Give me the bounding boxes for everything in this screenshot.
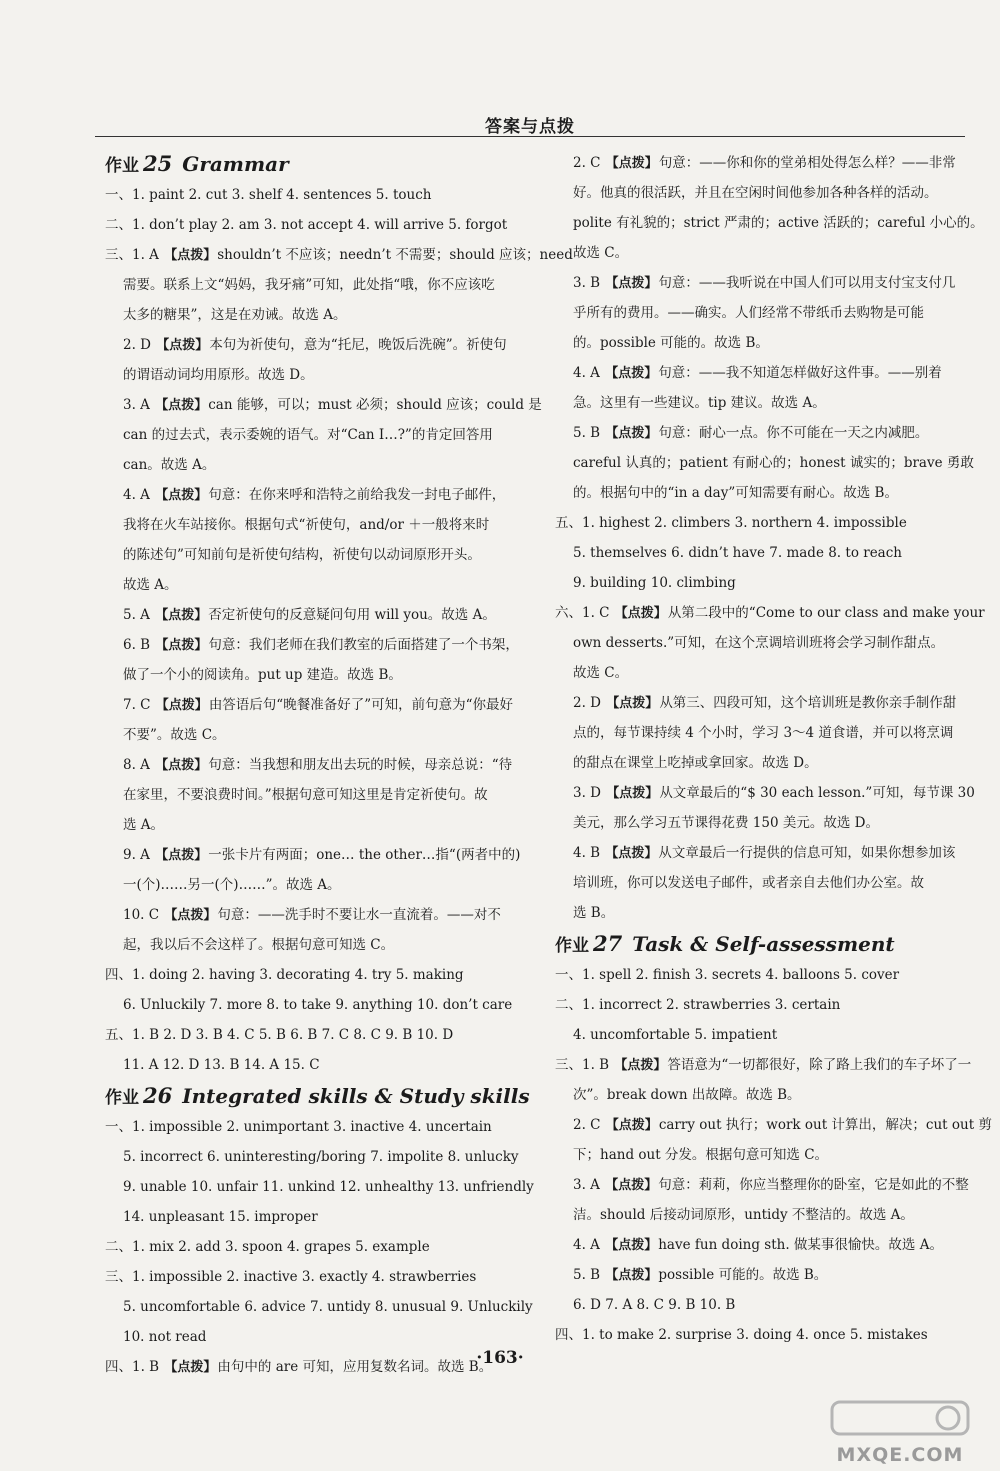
answer-line: 四、1. doing 2. having 3. decorating 4. try 5. making	[105, 967, 464, 983]
page-header	[95, 112, 965, 137]
hint-text: shouldn’t 不应该；needn’t 不需要；should 应该；need	[217, 247, 573, 263]
hint-text: 否定祈使句的反意疑问句用 will you。故选 A。	[208, 607, 496, 623]
answer-line	[555, 358, 973, 388]
answer-line	[105, 630, 521, 660]
answer-line	[105, 900, 521, 930]
hint-tag: 【点拨】	[164, 908, 217, 923]
answer-line	[105, 390, 542, 420]
answer-line: 不要”。故选 C。	[123, 727, 226, 743]
answer-line	[105, 600, 521, 630]
answer-key: 三、1. B	[555, 1057, 614, 1073]
answer-line: 14. unpleasant 15. improper	[123, 1209, 318, 1225]
answer-line: 四、1. to make 2. surprise 3. doing 4. once 5. mistakes	[555, 1327, 928, 1343]
answer-key: 5. B	[573, 1267, 605, 1283]
answer-line: 的谓语动词均用原形。故选 D。	[123, 367, 314, 383]
hint-tag: 【点拨】	[164, 248, 217, 263]
section-title	[105, 148, 521, 180]
hint-text: carry out 执行；work out 计算出，解决；cut out 剪	[658, 1117, 992, 1133]
answer-line: 好。他真的很活跃，并且在空闲时间他参加各种各样的活动。	[573, 185, 938, 201]
answer-line	[555, 778, 973, 808]
answer-line: 急。这里有一些建议。tip 建议。故选 A。	[573, 395, 826, 411]
answer-line: 11. A 12. D 13. B 14. A 15. C	[123, 1057, 320, 1073]
section-title-zy: 作业	[105, 156, 139, 176]
answer-key: 4. A	[573, 365, 605, 381]
hint-tag: 【点拨】	[605, 1118, 658, 1133]
answer-line	[555, 1260, 973, 1290]
answer-key: 2. D	[123, 337, 156, 353]
section-title	[555, 928, 973, 960]
hint-text: possible 可能的。故选 B。	[658, 1267, 828, 1283]
answer-line	[555, 1230, 973, 1260]
answer-line: 乎所有的费用。——确实。人们经常不带纸币去购物是可能	[573, 305, 924, 321]
hint-text: 句意：我们老师在我们教室的后面搭建了一个书架，	[208, 637, 519, 653]
answer-line	[555, 418, 973, 448]
answer-line: 下；hand out 分发。根据句意可知选 C。	[573, 1147, 829, 1163]
answer-line: 培训班，你可以发送电子邮件，或者亲自去他们办公室。故	[573, 875, 924, 891]
answer-line: 6. D 7. A 8. C 9. B 10. B	[573, 1297, 736, 1313]
hint-text: 句意：在你来呼和浩特之前给我发一封电子邮件，	[208, 487, 506, 503]
answer-line	[105, 240, 573, 270]
hint-tag: 【点拨】	[605, 426, 658, 441]
hint-text: 本句为祈使句，意为“托尼，晚饭后洗碗”。祈使句	[209, 337, 507, 353]
answer-line: 选 B。	[573, 905, 615, 921]
hint-tag: 【点拨】	[156, 338, 209, 353]
hint-text: 句意：——我听说在中国人们可以用支付宝支付几	[658, 275, 956, 291]
answer-line: 5. incorrect 6. uninteresting/boring 7. impolite 8. unlucky	[123, 1149, 519, 1165]
hint-tag: 【点拨】	[155, 488, 208, 503]
right-column	[555, 148, 992, 1350]
hint-text: 句意：——洗手时不要让水一直流着。——对不	[217, 907, 501, 923]
hint-text: 句意：耐心一点。你不可能在一天之内减肥。	[658, 425, 929, 441]
answer-line: 我将在火车站接你。根据句式“祈使句，and/or ＋一般将来时	[123, 517, 490, 533]
answer-line	[105, 690, 521, 720]
answer-line	[555, 688, 973, 718]
answer-line: 的。possible 可能的。故选 B。	[573, 335, 769, 351]
answer-line: 需要。联系上文“妈妈，我牙痛”可知，此处指“哦，你不应该吃	[123, 277, 495, 293]
answer-key: 六、1. C	[555, 605, 614, 621]
answer-line: 的。根据句中的“in a day”可知需要有耐心。故选 B。	[573, 485, 898, 501]
answer-line	[555, 1170, 973, 1200]
header-title: 答案与点拨	[485, 117, 575, 137]
hint-text: 答语意为“一切都很好，除了路上我们的车子坏了一	[667, 1057, 972, 1073]
hint-text: 由句中的 are 可知，应用复数名词。故选 B。	[217, 1359, 493, 1375]
answer-line: 6. Unluckily 7. more 8. to take 9. anything 10. don’t care	[123, 997, 513, 1013]
answer-line: 二、1. mix 2. add 3. spoon 4. grapes 5. example	[105, 1239, 430, 1255]
answer-line: 10. not read	[123, 1329, 207, 1345]
answer-line	[105, 330, 521, 360]
answer-line: 一、1. impossible 2. unimportant 3. inactive 4. uncertain	[105, 1119, 492, 1135]
section-title-num: 25	[143, 151, 173, 176]
answer-key: 3. A	[573, 1177, 605, 1193]
hint-text: 句意：——我不知道怎样做好这件事。——别着	[658, 365, 942, 381]
answer-line	[105, 840, 521, 870]
answer-key: 5. A	[123, 607, 155, 623]
answer-line: 太多的糖果”，这是在劝诫。故选 A。	[123, 307, 347, 323]
answer-line: can。故选 A。	[123, 457, 216, 473]
answer-line: 五、1. B 2. D 3. B 4. C 5. B 6. B 7. C 8. C 9. B 10. D	[105, 1027, 454, 1043]
answer-key: 2. D	[573, 695, 606, 711]
hint-text: have fun doing sth. 做某事很愉快。故选 A。	[658, 1237, 943, 1253]
answer-line: 故选 C。	[573, 665, 629, 681]
hint-tag: 【点拨】	[605, 276, 658, 291]
hint-tag: 【点拨】	[155, 758, 208, 773]
hint-tag: 【点拨】	[605, 366, 658, 381]
answer-line	[555, 1110, 992, 1140]
hint-tag: 【点拨】	[155, 638, 208, 653]
answer-key: 四、1. B	[105, 1359, 164, 1375]
answer-line: 故选 A。	[123, 577, 178, 593]
watermark-text: MXQE.COM	[836, 1444, 964, 1466]
answer-line: 5. themselves 6. didn’t have 7. made 8. to reach	[573, 545, 902, 561]
answer-line: 的陈述句”可知前句是祈使句结构，祈使句以动词原形开头。	[123, 547, 481, 563]
section-title-name: Task & Self-assessment	[632, 932, 895, 956]
answer-key: 5. B	[573, 425, 605, 441]
hint-tag: 【点拨】	[605, 846, 658, 861]
answer-line: 在家里，不要浪费时间。”根据句意可知这里是肯定祈使句。故	[123, 787, 488, 803]
hint-tag: 【点拨】	[605, 1268, 658, 1283]
section-title-name: Integrated skills & Study skills	[182, 1084, 530, 1108]
hint-text: 一张卡片有两面；one… the other…指“(两者中的)	[208, 847, 521, 863]
answer-line: 次”。break down 出故障。故选 B。	[573, 1087, 801, 1103]
hint-text: 从第二段中的“Come to our class and make your	[667, 605, 985, 621]
answer-key: 4. A	[573, 1237, 605, 1253]
hint-tag: 【点拨】	[605, 156, 658, 171]
answer-line	[105, 480, 521, 510]
answer-line: 点的，每节课持续 4 个小时，学习 3～4 道食谱，并可以将烹调	[573, 725, 954, 741]
answer-line: polite 有礼貌的；strict 严肃的；active 活跃的；careful 小心的。	[573, 215, 984, 231]
answer-key: 2. C	[573, 155, 605, 171]
answer-line	[555, 1050, 973, 1080]
section-title-num: 26	[143, 1083, 173, 1108]
answer-line: 一、1. spell 2. finish 3. secrets 4. balloons 5. cover	[555, 967, 900, 983]
hint-text: 句意：莉莉，你应当整理你的卧室，它是如此的不整	[658, 1177, 969, 1193]
hint-tag: 【点拨】	[164, 1360, 217, 1375]
answer-key: 3. D	[573, 785, 606, 801]
hint-tag: 【点拨】	[155, 398, 208, 413]
answer-line	[105, 750, 521, 780]
answer-line: 美元，那么学习五节课得花费 150 美元。故选 D。	[573, 815, 879, 831]
hint-text: 句意：——你和你的堂弟相处得怎么样？——非常	[658, 155, 956, 171]
answer-key: 4. A	[123, 487, 155, 503]
answer-line: careful 认真的；patient 有耐心的；honest 诚实的；brave 勇敢	[573, 455, 974, 471]
answer-line	[555, 838, 973, 868]
hint-tag: 【点拨】	[605, 1178, 658, 1193]
answer-key: 6. B	[123, 637, 155, 653]
watermark-logo	[810, 1398, 990, 1466]
answer-line: 9. building 10. climbing	[573, 575, 736, 591]
answer-key: 3. A	[123, 397, 155, 413]
answer-line: own desserts.”可知，在这个烹调培训班将会学习制作甜点。	[573, 635, 945, 651]
hint-tag: 【点拨】	[606, 696, 659, 711]
answer-key: 三、1. A	[105, 247, 164, 263]
answer-key: 9. A	[123, 847, 155, 863]
hint-tag: 【点拨】	[155, 608, 208, 623]
answer-line	[555, 598, 985, 628]
answer-line: 选 A。	[123, 817, 165, 833]
watermark-icon	[830, 1398, 970, 1438]
hint-text: can 能够，可以；must 必须；should 应该；could 是	[208, 397, 542, 413]
hint-text: 句意：当我想和朋友出去玩的时候，母亲总说：“待	[208, 757, 513, 773]
answer-line: 三、1. impossible 2. inactive 3. exactly 4. strawberries	[105, 1269, 477, 1285]
hint-tag: 【点拨】	[155, 848, 208, 863]
answer-line	[555, 148, 973, 178]
answer-line: 五、1. highest 2. climbers 3. northern 4. impossible	[555, 515, 907, 531]
section-title	[105, 1080, 530, 1112]
answer-line: 二、1. don’t play 2. am 3. not accept 4. will arrive 5. forgot	[105, 217, 508, 233]
answer-key: 2. C	[573, 1117, 605, 1133]
left-column	[105, 148, 573, 1382]
answer-line: 二、1. incorrect 2. strawberries 3. certain	[555, 997, 841, 1013]
answer-line: 故选 C。	[573, 245, 629, 261]
answer-key: 4. B	[573, 845, 605, 861]
answer-key: 7. C	[123, 697, 155, 713]
page-number: ·163·	[476, 1348, 524, 1368]
section-title-num: 27	[593, 931, 623, 956]
hint-text: 从文章最后一行提供的信息可知，如果你想参加该	[658, 845, 956, 861]
answer-key: 3. B	[573, 275, 605, 291]
hint-tag: 【点拨】	[614, 606, 667, 621]
hint-text: 从第三、四段可知，这个培训班是教你亲手制作甜	[659, 695, 957, 711]
answer-line: 5. uncomfortable 6. advice 7. untidy 8. unusual 9. Unluckily	[123, 1299, 533, 1315]
hint-tag: 【点拨】	[606, 786, 659, 801]
answer-key: 8. A	[123, 757, 155, 773]
answer-line: 洁。should 后接动词原形，untidy 不整洁的。故选 A。	[573, 1207, 914, 1223]
hint-tag: 【点拨】	[605, 1238, 658, 1253]
answer-line: 9. unable 10. unfair 11. unkind 12. unhealthy 13. unfriendly	[123, 1179, 534, 1195]
answer-line: 起，我以后不会这样了。根据句意可知选 C。	[123, 937, 395, 953]
answer-line: 一、1. paint 2. cut 3. shelf 4. sentences 5. touch	[105, 187, 432, 203]
hint-tag: 【点拨】	[614, 1058, 667, 1073]
section-title-zy: 作业	[555, 936, 589, 956]
section-title-name: Grammar	[182, 152, 289, 176]
answer-line: 4. uncomfortable 5. impatient	[573, 1027, 778, 1043]
answer-key: 10. C	[123, 907, 164, 923]
hint-tag: 【点拨】	[155, 698, 208, 713]
section-title-zy: 作业	[105, 1088, 139, 1108]
answer-line: 的甜点在课堂上吃掉或拿回家。故选 D。	[573, 755, 818, 771]
hint-text: 由答语后句“晚餐准备好了”可知，前句意为“你最好	[208, 697, 514, 713]
answer-line: 一(个)……另一(个)……”。故选 A。	[123, 877, 341, 893]
answer-line: 做了一个小的阅读角。put up 建造。故选 B。	[123, 667, 402, 683]
answer-line: can 的过去式，表示委婉的语气。对“Can I…?”的肯定回答用	[123, 427, 493, 443]
hint-text: 从文章最后的“$ 30 each lesson.”可知，每节课 30	[659, 785, 975, 801]
answer-line	[555, 268, 973, 298]
